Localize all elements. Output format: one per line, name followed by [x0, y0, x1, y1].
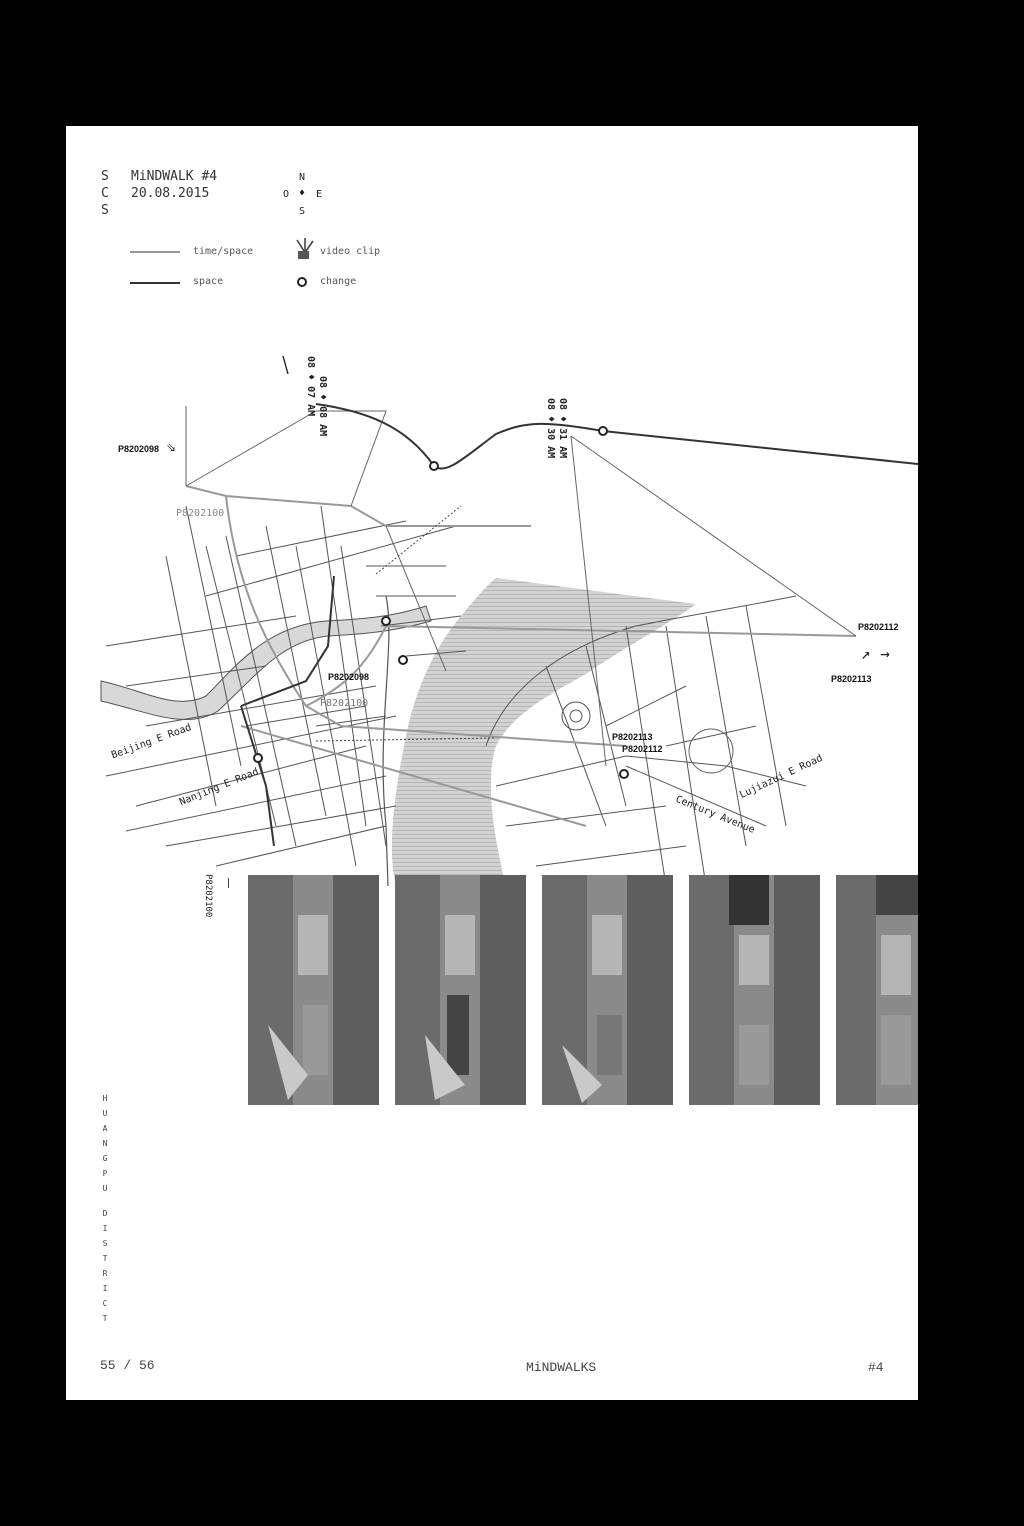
side-char: H: [102, 1094, 108, 1103]
page-number: 55 / 56: [100, 1358, 155, 1373]
footer-title: MiNDWALKS: [526, 1360, 597, 1375]
walk-title: MiNDWALK #4: [131, 169, 218, 184]
street-beijing: Beijing E Road: [110, 722, 193, 762]
video-frame: [542, 875, 673, 1105]
side-char: S: [102, 1239, 108, 1248]
legend-video-clip-label: video clip: [320, 246, 381, 257]
side-char: T: [102, 1314, 108, 1323]
clip-label-p113-right: P8202113: [831, 674, 872, 684]
video-frame: [689, 875, 820, 1105]
clip-label-p98-top: P8202098: [118, 444, 160, 454]
side-letter-1: S: [101, 169, 109, 184]
side-char: C: [102, 1299, 108, 1308]
side-char: T: [102, 1254, 108, 1263]
strip-tick: [228, 878, 229, 888]
side-char: D: [102, 1209, 108, 1218]
clip-label-p113-center: P8202113: [612, 732, 653, 742]
clip-label-p100-map: P8202100: [320, 698, 369, 709]
timestamp-0830: 08 ♦ 30 AM: [545, 398, 556, 459]
video-frame: [395, 875, 526, 1105]
compass-west: O: [283, 189, 290, 200]
legend-space-label: space: [193, 276, 224, 287]
compass-south: S: [299, 206, 306, 217]
side-char: I: [102, 1284, 108, 1293]
video-frame: [248, 875, 379, 1105]
clip-label-p100-top: P8202100: [176, 508, 225, 519]
clip-label-p112-right: P8202112: [858, 622, 899, 632]
side-char: I: [102, 1224, 108, 1233]
side-char: A: [102, 1124, 108, 1133]
video-frame: [836, 875, 918, 1105]
timestamp-0831: 08 ♦ 31 AM: [557, 398, 568, 459]
clip-label-p100-strip: P8202100: [203, 874, 213, 918]
walk-date: 20.08.2015: [131, 186, 210, 201]
street-lujiazui: Lujiazui E Road: [738, 752, 825, 801]
side-char: R: [102, 1269, 108, 1278]
clip-label-p112-center: P8202112: [622, 744, 663, 754]
clip-label-p98-map: P8202098: [328, 672, 370, 682]
timestamp-0808: 08 ♦ 08 AM: [317, 376, 328, 437]
side-char: G: [102, 1154, 108, 1163]
side-char: U: [102, 1184, 108, 1193]
compass-diamond-icon: ♦: [299, 188, 306, 199]
video-clip-icon: ↗ →: [861, 644, 890, 663]
compass-east: E: [316, 189, 323, 200]
legend-time-space-label: time/space: [193, 246, 254, 257]
side-letter-3: S: [101, 203, 109, 218]
street-nanjing: Nanjing E Road: [178, 766, 261, 809]
legend-change-label: change: [320, 276, 357, 287]
side-letter-2: C: [101, 186, 109, 201]
video-clip-icon: ⇘: [166, 436, 176, 455]
side-char: N: [102, 1139, 108, 1148]
timestamp-0807: 08 ♦ 07 AM: [305, 356, 316, 417]
side-char: P: [102, 1169, 108, 1178]
street-century: Century Avenue: [673, 794, 757, 836]
footer-issue: #4: [868, 1360, 884, 1375]
document-page: [66, 126, 918, 1400]
side-char: U: [102, 1109, 108, 1118]
compass-north: N: [299, 172, 306, 183]
